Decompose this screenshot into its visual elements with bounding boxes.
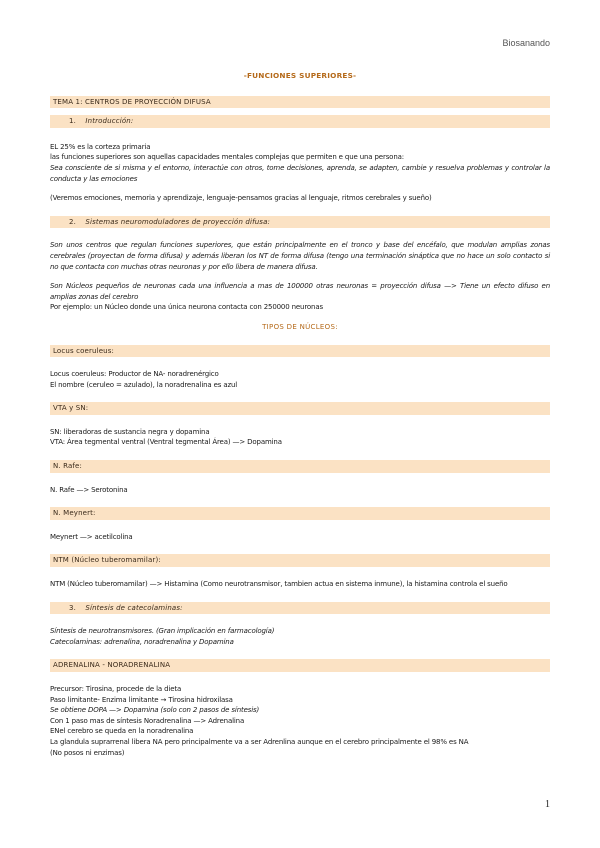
rafe-paragraph xyxy=(50,485,550,496)
text-line: Por ejemplo: un Núcleo donde una única neurona contacta con 250000 neuronas xyxy=(50,303,323,312)
doc-title: -FUNCIONES SUPERIORES- xyxy=(243,71,357,80)
text-line: El nombre (ceruleo = azulado), la noradrenalina es azul xyxy=(50,380,238,389)
text-line: Catecolaminas: adrenalina, noradrenalina y Dopamina xyxy=(50,637,234,646)
section-heading-sintesis xyxy=(50,602,550,615)
text-line: (No posos ni enzimas) xyxy=(50,748,125,757)
tipos-heading: TIPOS DE NÚCLEOS: xyxy=(262,322,338,331)
section-number: 3. xyxy=(69,603,76,612)
locus-heading: Locus coeruleus: xyxy=(50,345,550,358)
text-line: Locus coeruleus: Productor de NA- noradrenérgico xyxy=(50,370,219,379)
section-number: 1. xyxy=(69,117,76,126)
text-line: SN: liberadoras de sustancia negra y dopamina xyxy=(50,427,210,436)
brand-header: Biosanando xyxy=(502,38,550,48)
text-line: Precursor: Tirosina, procede de la dieta xyxy=(50,685,182,693)
text-line: La glandula suprarrenal libera NA pero principalmente va a ser Adrenlina aunque en el cerebro principalmente el 98% es NA xyxy=(50,737,469,746)
text-line: Son unos centros que regulan funciones superiores, que están principalmente en el tronco y base del encéfalo, que modulan amplias zonas cerebrales (proyectan de forma difusa) y además liberan los NT de forma difusa (tengo una terminación sináptica que no hace un solo contacto si no que contacta con muchas otras neuronas y por ello libera de manera difusa. xyxy=(50,241,550,271)
text-line: Se obtiene DOPA —> Dopamina (solo con 2 pasos de síntesis) xyxy=(50,706,260,715)
text-line: Sea consciente de si misma y el entorno, interactúe con otros, tome decisiones, aprenda, se adapten, cambie y resuelva problemas y controlar la conducta y las emociones xyxy=(50,163,550,183)
text-line: Meynert —> acetilcolina xyxy=(50,532,133,541)
text-line: VTA: Área tegmental ventral (Ventral tegmental Área) —> Dopamina xyxy=(50,438,282,447)
adrenalina-heading: ADRENALINA - NORADRENALINA xyxy=(50,659,550,672)
intro-paragraph xyxy=(50,142,550,204)
section-heading-sistemas xyxy=(50,216,550,229)
section-number: 2. xyxy=(69,217,76,226)
sintesis-paragraph xyxy=(50,626,550,647)
text-line: Paso limitante- Enzima limitante → Tirosina hidroxilasa xyxy=(50,695,233,704)
text-line: las funciones superiores son aquellas capacidades mentales complejas que permiten e que una persona: xyxy=(50,153,404,162)
vta-paragraph xyxy=(50,427,550,448)
vta-heading: VTA y SN: xyxy=(50,402,550,415)
section-heading-intro xyxy=(50,115,550,128)
page-number: 1 xyxy=(545,799,550,810)
ntm-heading: NTM (Núcleo tuberomamilar): xyxy=(50,554,550,567)
text-line: N. Rafe —> Serotonina xyxy=(50,485,128,494)
ntm-paragraph xyxy=(50,579,550,590)
text-line: EL 25% es la corteza primaria xyxy=(50,142,151,151)
sistemas-paragraph xyxy=(50,240,550,313)
text-line: (Veremos emociones, memoria y aprendizaje, lenguaje-pensamos gracias al lenguaje, ritmos cerebrales y sueño) xyxy=(50,194,432,203)
document-body xyxy=(50,71,550,758)
locus-paragraph xyxy=(50,369,550,390)
text-line: ENel cerebro se queda en la noradrenalina xyxy=(50,727,194,736)
meynert-paragraph xyxy=(50,532,550,543)
section-label: Síntesis de catecolaminas: xyxy=(85,603,183,612)
section-label: Sistemas neuromoduladores de proyección difusa: xyxy=(85,217,271,226)
text-line: Son Núcleos pequeños de neuronas cada una influencia a mas de 100000 otras neuronas = proyección difusa —> Tiene un efecto difuso en amplias zonas del cerebro xyxy=(50,282,550,301)
text-line: NTM (Núcleo tuberomamilar) —> Histamina (Como neurotransmisor, tambien actua en sistema inmune), la histamina controla el sueño xyxy=(50,580,508,589)
text-line: Con 1 paso mas de síntesis Noradrenalina —> Adrenalina xyxy=(50,716,245,725)
adrenalina-paragraph xyxy=(50,684,550,758)
section-label: Introducción: xyxy=(85,117,134,126)
text-line: Síntesis de neurotransmisores. (Gran implicación en farmacología) xyxy=(50,627,275,636)
tema-heading: TEMA 1: CENTROS DE PROYECCIÓN DIFUSA xyxy=(50,96,550,109)
rafe-heading: N. Rafe: xyxy=(50,460,550,473)
meynert-heading: N. Meynert: xyxy=(50,507,550,520)
